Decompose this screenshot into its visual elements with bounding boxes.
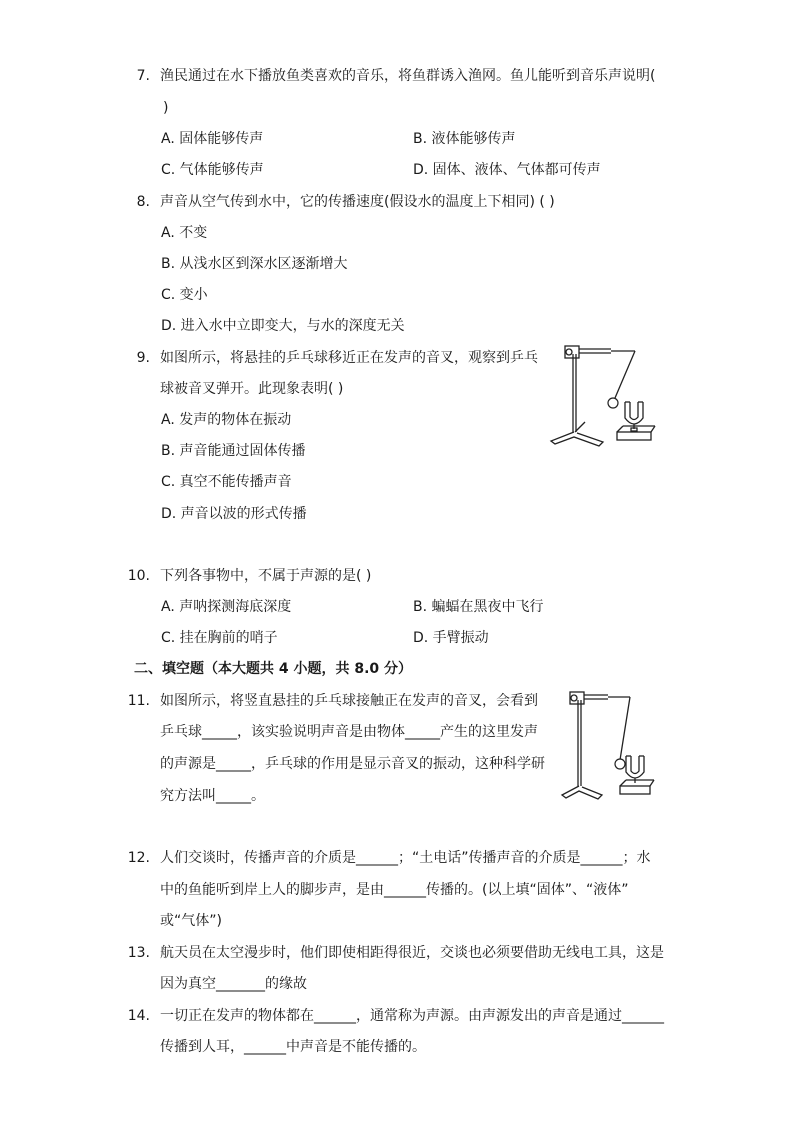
q9-option-a: A. 发声的物体在振动: [161, 412, 292, 428]
q9-option-b: B. 声音能通过固体传播: [161, 443, 306, 459]
q10-stem: 下列各事物中，不属于声源的是( ): [160, 568, 372, 584]
q13-number: 13.: [127, 945, 150, 961]
q9-tuning-fork-figure: [545, 340, 670, 450]
q8-stem: 声音从空气传到水中，它的传播速度(假设水的温度上下相同) ( ): [160, 194, 555, 210]
q11-number: 11.: [127, 693, 150, 709]
q8-option-a: A. 不变: [161, 225, 208, 241]
q7-option-b: B. 液体能够传声: [413, 131, 516, 147]
q10-option-b: B. 蝙蝠在黑夜中飞行: [413, 599, 544, 615]
q7-option-c: C. 气体能够传声: [161, 162, 264, 178]
q11-tuning-fork-figure: [558, 684, 668, 804]
q8-option-b: B. 从浅水区到深水区逐渐增大: [161, 256, 348, 272]
q10-option-a: A. 声呐探测海底深度: [161, 599, 292, 615]
q14-number: 14.: [127, 1008, 150, 1024]
q9-stem-line2: 球被音叉弹开。此现象表明( ): [160, 381, 344, 397]
q12-line2: 中的鱼能听到岸上人的脚步声，是由______传播的。(以上填“固体”、“液体”: [160, 882, 629, 898]
q13-line2: 因为真空_______的缘故: [160, 976, 307, 992]
section-title-fill-in: 二、填空题（本大题共 4 小题，共 8.0 分）: [134, 661, 413, 677]
q12-line1: 人们交谈时，传播声音的介质是______；“土电话”传播声音的介质是______；水: [160, 850, 651, 866]
q7-number: 7.: [136, 68, 150, 84]
q12-line3: 或“气体”): [160, 913, 222, 929]
q9-number: 9.: [136, 350, 150, 366]
q11-line2: 乒乓球_____，该实验说明声音是由物体_____产生的这里发声: [160, 724, 538, 740]
q11-line4: 究方法叫_____。: [160, 788, 265, 804]
q13-line1: 航天员在太空漫步时，他们即使相距得很近，交谈也必须要借助无线电工具，这是: [160, 945, 664, 961]
q9-option-c: C. 真空不能传播声音: [161, 474, 292, 490]
q8-option-c: C. 变小: [161, 287, 208, 303]
q7-option-d: D. 固体、液体、气体都可传声: [413, 162, 601, 178]
q7-stem-line1: 渔民通过在水下播放鱼类喜欢的音乐，将鱼群诱入渔网。鱼儿能听到音乐声说明(: [160, 68, 656, 84]
q8-number: 8.: [136, 194, 150, 210]
q14-line1: 一切正在发声的物体都在______，通常称为声源。由声源发出的声音是通过______: [160, 1008, 664, 1024]
q10-option-d: D. 手臂振动: [413, 630, 489, 646]
q12-number: 12.: [127, 850, 150, 866]
q10-option-c: C. 挂在胸前的哨子: [161, 630, 278, 646]
q14-line2: 传播到人耳，______中声音是不能传播的。: [160, 1039, 426, 1055]
q10-number: 10.: [127, 568, 150, 584]
q7-stem-line2: ): [163, 100, 169, 116]
q7-option-a: A. 固体能够传声: [161, 131, 264, 147]
q9-stem-line1: 如图所示，将悬挂的乒乓球移近正在发声的音叉，观察到乒乓: [160, 350, 538, 366]
q8-option-d: D. 进入水中立即变大，与水的深度无关: [161, 318, 405, 334]
q11-line3: 的声源是_____，乒乓球的作用是显示音叉的振动，这种科学研: [160, 756, 545, 772]
q11-line1: 如图所示，将竖直悬挂的乒乓球接触正在发声的音叉，会看到: [160, 693, 538, 709]
q9-option-d: D. 声音以波的形式传播: [161, 506, 307, 522]
